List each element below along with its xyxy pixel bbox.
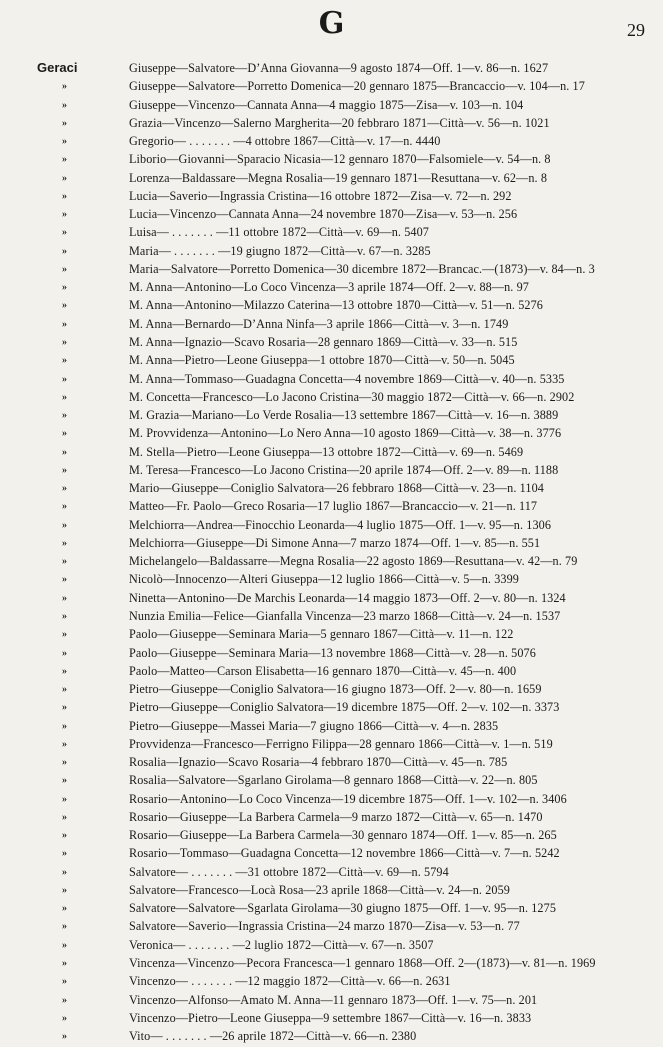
register-entry: [0, 426, 663, 444]
ditto-mark: »: [62, 665, 67, 677]
entry-text: Pietro—Giuseppe—Coniglio Salvatora—19 dicembre 1875—Off. 2—v. 102—n. 3373: [129, 700, 560, 715]
entry-text: Provvidenza—Francesco—Ferrigno Filippa—28 gennaro 1866—Città—v. 1—n. 519: [129, 736, 553, 751]
register-entry: [0, 792, 663, 810]
entry-text: M. Anna—Pietro—Leone Giuseppa—1 ottobre 1870—Città—v. 50—n. 5045: [129, 353, 515, 368]
entry-text: Pietro—Giuseppe—Coniglio Salvatora—16 giugno 1873—Off. 2—v. 80—n. 1659: [129, 682, 542, 697]
ditto-mark: »: [62, 355, 67, 367]
register-entry: [0, 1011, 663, 1029]
entry-text: Veronica— . . . . . . . —2 luglio 1872—Città—v. 67—n. 3507: [129, 937, 434, 952]
entry-text: M. Concetta—Francesco—Lo Jacono Cristina—30 maggio 1872—Città—v. 66—n. 2902: [129, 389, 575, 404]
entry-text: M. Anna—Antonino—Lo Coco Vincenza—3 aprile 1874—Off. 2—v. 88—n. 97: [129, 280, 529, 295]
entry-text: Pietro—Giuseppe—Massei Maria—7 giugno 1866—Città—v. 4—n. 2835: [129, 718, 499, 733]
page-number: 29: [627, 20, 645, 40]
entry-text: Rosario—Tommaso—Guadagna Concetta—12 novembre 1866—Città—v. 7—n. 5242: [129, 846, 560, 861]
register-entry: [0, 98, 663, 116]
ditto-mark: »: [62, 300, 67, 312]
register-entries-list: [0, 61, 663, 1047]
register-entry: [0, 572, 663, 590]
entry-text: Lucia—Saverio—Ingrassia Cristina—16 ottobre 1872—Zisa—v. 72—n. 292: [129, 188, 512, 203]
entry-text: Melchiorra—Giuseppe—Di Simone Anna—7 marzo 1874—Off. 1—v. 85—n. 551: [129, 535, 541, 550]
entry-text: M. Anna—Tommaso—Guadagna Concetta—4 novembre 1869—Città—v. 40—n. 5335: [129, 371, 565, 386]
ditto-mark: »: [62, 720, 67, 732]
entry-text: Lorenza—Baldassare—Megna Rosalia—19 gennaro 1871—Resuttana—v. 62—n. 8: [129, 170, 548, 185]
ditto-mark: »: [62, 117, 67, 129]
ditto-mark: »: [62, 1012, 67, 1024]
register-entry: [0, 883, 663, 901]
entry-text: Rosario—Giuseppe—La Barbera Carmela—9 marzo 1872—Città—v. 65—n. 1470: [129, 809, 543, 824]
register-entry: [0, 956, 663, 974]
entry-text: M. Stella—Pietro—Leone Giuseppa—13 ottobre 1872—Città—v. 69—n. 5469: [129, 444, 524, 459]
register-entry: [0, 116, 663, 134]
ditto-mark: »: [62, 245, 67, 257]
ditto-mark: »: [62, 136, 67, 148]
ditto-mark: »: [62, 519, 67, 531]
ditto-mark: »: [62, 318, 67, 330]
ditto-mark: »: [62, 775, 67, 787]
entry-text: M. Anna—Ignazio—Scavo Rosaria—28 gennaro 1869—Città—v. 33—n. 515: [129, 334, 518, 349]
ditto-mark: »: [62, 464, 67, 476]
entry-text: Nunzia Emilia—Felice—Gianfalla Vincenza—23 marzo 1868—Città—v. 24—n. 1537: [129, 608, 561, 623]
ditto-mark: »: [62, 501, 67, 513]
register-entry: [0, 79, 663, 97]
entry-text: Salvatore— . . . . . . . —31 ottobre 1872—Città—v. 69—n. 5794: [129, 864, 449, 879]
register-entry: [0, 353, 663, 371]
entry-text: Gregorio— . . . . . . . —4 ottobre 1867—Città—v. 17—n. 4440: [129, 134, 441, 149]
register-entry: [0, 262, 663, 280]
register-entry: [0, 646, 663, 664]
entry-text: Liborio—Giovanni—Sparacio Nicasia—12 gennaro 1870—Falsomiele—v. 54—n. 8: [129, 152, 551, 167]
register-entry: [0, 591, 663, 609]
ditto-mark: »: [62, 958, 67, 970]
entry-text: Lucia—Vincenzo—Cannata Anna—24 novembre 1870—Zisa—v. 53—n. 256: [129, 207, 518, 222]
register-entry: [0, 134, 663, 152]
entry-text: Rosalia—Salvatore—Sgarlano Girolama—8 gennaro 1868—Città—v. 22—n. 805: [129, 773, 538, 788]
entry-text: Matteo—Fr. Paolo—Greco Rosaria—17 luglio 1867—Brancaccio—v. 21—n. 117: [129, 499, 538, 514]
ditto-mark: »: [62, 556, 67, 568]
entry-text: Vincenzo— . . . . . . . —12 maggio 1872—Città—v. 66—n. 2631: [129, 974, 451, 989]
ditto-mark: »: [62, 446, 67, 458]
entry-text: Melchiorra—Andrea—Finocchio Leonarda—4 luglio 1875—Off. 1—v. 95—n. 1306: [129, 517, 552, 532]
entry-text: Mario—Giuseppe—Coniglio Salvatora—26 febbraro 1868—Città—v. 23—n. 1104: [129, 481, 544, 496]
register-entry: [0, 755, 663, 773]
ditto-mark: »: [62, 866, 67, 878]
entry-text: Grazia—Vincenzo—Salerno Margherita—20 febbraro 1871—Città—v. 56—n. 1021: [129, 115, 550, 130]
register-entry: [0, 518, 663, 536]
register-entry: [0, 682, 663, 700]
register-entry: [0, 846, 663, 864]
ditto-mark: »: [62, 702, 67, 714]
register-entry: [0, 61, 663, 79]
register-entry: [0, 463, 663, 481]
ditto-mark: »: [62, 227, 67, 239]
ditto-mark: »: [62, 428, 67, 440]
entry-text: M. Provvidenza—Antonino—Lo Nero Anna—10 agosto 1869—Città—v. 38—n. 3776: [129, 426, 562, 441]
entry-text: Paolo—Giuseppe—Seminara Maria—5 gennaro 1867—Città—v. 11—n. 122: [129, 627, 514, 642]
ditto-mark: »: [62, 811, 67, 823]
register-entry: [0, 390, 663, 408]
register-entry: [0, 171, 663, 189]
ditto-mark: »: [62, 99, 67, 111]
ditto-mark: »: [62, 757, 67, 769]
register-entry: [0, 700, 663, 718]
register-entry: [0, 993, 663, 1011]
entry-text: Giuseppe—Salvatore—D’Anna Giovanna—9 agosto 1874—Off. 1—v. 86—n. 1627: [129, 61, 549, 75]
register-entry: [0, 627, 663, 645]
ditto-mark: »: [62, 629, 67, 641]
entry-text: M. Anna—Bernardo—D’Anna Ninfa—3 aprile 1866—Città—v. 3—n. 1749: [129, 316, 509, 331]
entry-text: Salvatore—Saverio—Ingrassia Cristina—24 marzo 1870—Zisa—v. 53—n. 77: [129, 919, 520, 934]
ditto-mark: »: [62, 994, 67, 1006]
entry-text: Giuseppe—Salvatore—Porretto Domenica—20 gennaro 1875—Brancaccio—v. 104—n. 17: [129, 79, 585, 94]
register-entry: [0, 317, 663, 335]
entry-text: M. Grazia—Mariano—Lo Verde Rosalia—13 settembre 1867—Città—v. 16—n. 3889: [129, 408, 559, 423]
register-entry: [0, 408, 663, 426]
ditto-mark: »: [62, 684, 67, 696]
entry-text: M. Teresa—Francesco—Lo Jacono Cristina—20 aprile 1874—Off. 2—v. 89—n. 1188: [129, 462, 559, 477]
entry-text: Rosario—Giuseppe—La Barbera Carmela—30 gennaro 1874—Off. 1—v. 85—n. 265: [129, 828, 557, 843]
ditto-mark: »: [62, 410, 67, 422]
entry-text: Nicolò—Innocenzo—Alteri Giuseppa—12 luglio 1866—Città—v. 5—n. 3399: [129, 572, 519, 587]
ditto-mark: »: [62, 903, 67, 915]
entry-text: Vincenza—Vincenzo—Pecora Francesca—1 gennaro 1868—Off. 2—(1873)—v. 81—n. 1969: [129, 956, 596, 971]
ditto-mark: »: [62, 830, 67, 842]
register-entry: [0, 152, 663, 170]
ditto-mark: »: [62, 263, 67, 275]
ditto-mark: »: [62, 172, 67, 184]
ditto-mark: »: [62, 610, 67, 622]
register-entry: [0, 737, 663, 755]
register-entry: [0, 445, 663, 463]
ditto-mark: »: [62, 592, 67, 604]
register-entry: [0, 901, 663, 919]
section-letter: G: [318, 6, 345, 41]
register-entry: [0, 372, 663, 390]
ditto-mark: »: [62, 483, 67, 495]
register-entry: [0, 225, 663, 243]
entry-text: Luisa— . . . . . . . —11 ottobre 1872—Città—v. 69—n. 5407: [129, 225, 429, 240]
entry-text: Paolo—Matteo—Carson Elisabetta—16 gennaro 1870—Città—v. 45—n. 400: [129, 663, 517, 678]
register-entry: [0, 554, 663, 572]
ditto-mark: »: [62, 282, 67, 294]
ditto-mark: »: [62, 391, 67, 403]
register-entry: [0, 719, 663, 737]
entry-text: Rosario—Antonino—Lo Coco Vincenza—19 dicembre 1875—Off. 1—v. 102—n. 3406: [129, 791, 567, 806]
ditto-mark: »: [62, 81, 67, 93]
register-entry: [0, 280, 663, 298]
ditto-mark: »: [62, 209, 67, 221]
entry-text: Giuseppe—Vincenzo—Cannata Anna—4 maggio 1875—Zisa—v. 103—n. 104: [129, 97, 524, 112]
entry-text: Maria— . . . . . . . —19 giugno 1872—Città—v. 67—n. 3285: [129, 243, 431, 258]
register-entry: [0, 1029, 663, 1047]
entry-text: Vito— . . . . . . . —26 aprile 1872—Città—v. 66—n. 2380: [129, 1029, 417, 1044]
entry-text: Maria—Salvatore—Porretto Domenica—30 dicembre 1872—Brancac.—(1873)—v. 84—n. 3: [129, 261, 595, 276]
register-entry: [0, 609, 663, 627]
register-entry: [0, 664, 663, 682]
entry-text: Salvatore—Francesco—Locà Rosa—23 aprile 1868—Città—v. 24—n. 2059: [129, 882, 510, 897]
ditto-mark: »: [62, 537, 67, 549]
entry-text: Salvatore—Salvatore—Sgarlata Girolama—30 giugno 1875—Off. 1—v. 95—n. 1275: [129, 901, 557, 916]
ditto-mark: »: [62, 190, 67, 202]
register-entry: [0, 298, 663, 316]
ditto-mark: »: [62, 1031, 67, 1043]
register-entry: [0, 335, 663, 353]
register-entry: [0, 481, 663, 499]
ditto-mark: »: [62, 976, 67, 988]
entry-text: M. Anna—Antonino—Milazzo Caterina—13 ottobre 1870—Città—v. 51—n. 5276: [129, 298, 544, 313]
entry-text: Rosalia—Ignazio—Scavo Rosaria—4 febbraro 1870—Città—v. 45—n. 785: [129, 755, 508, 770]
entry-text: Michelangelo—Baldassarre—Megna Rosalia—22 agosto 1869—Resuttana—v. 42—n. 79: [129, 554, 578, 569]
register-entry: [0, 974, 663, 992]
ditto-mark: »: [62, 738, 67, 750]
surname-heading: Geraci: [37, 60, 78, 75]
register-entry: [0, 828, 663, 846]
register-entry: [0, 773, 663, 791]
register-entry: [0, 207, 663, 225]
register-entry: [0, 536, 663, 554]
register-entry: [0, 865, 663, 883]
entry-text: Paolo—Giuseppe—Seminara Maria—13 novembre 1868—Città—v. 28—n. 5076: [129, 645, 536, 660]
ditto-mark: »: [62, 921, 67, 933]
entry-text: Vincenzo—Alfonso—Amato M. Anna—11 gennaro 1873—Off. 1—v. 75—n. 201: [129, 992, 538, 1007]
register-entry: [0, 499, 663, 517]
ditto-mark: »: [62, 939, 67, 951]
ditto-mark: »: [62, 848, 67, 860]
register-entry: [0, 189, 663, 207]
register-entry: [0, 244, 663, 262]
ditto-mark: »: [62, 373, 67, 385]
ditto-mark: »: [62, 793, 67, 805]
ditto-mark: »: [62, 647, 67, 659]
entry-text: Vincenzo—Pietro—Leone Giuseppa—9 settembre 1867—Città—v. 16—n. 3833: [129, 1010, 532, 1025]
ditto-mark: »: [62, 574, 67, 586]
ditto-mark: »: [62, 884, 67, 896]
register-entry: [0, 919, 663, 937]
entry-text: Ninetta—Antonino—De Marchis Leonarda—14 maggio 1873—Off. 2—v. 80—n. 1324: [129, 590, 566, 605]
ditto-mark: »: [62, 154, 67, 166]
register-entry: [0, 810, 663, 828]
register-entry: [0, 938, 663, 956]
ditto-mark: »: [62, 336, 67, 348]
